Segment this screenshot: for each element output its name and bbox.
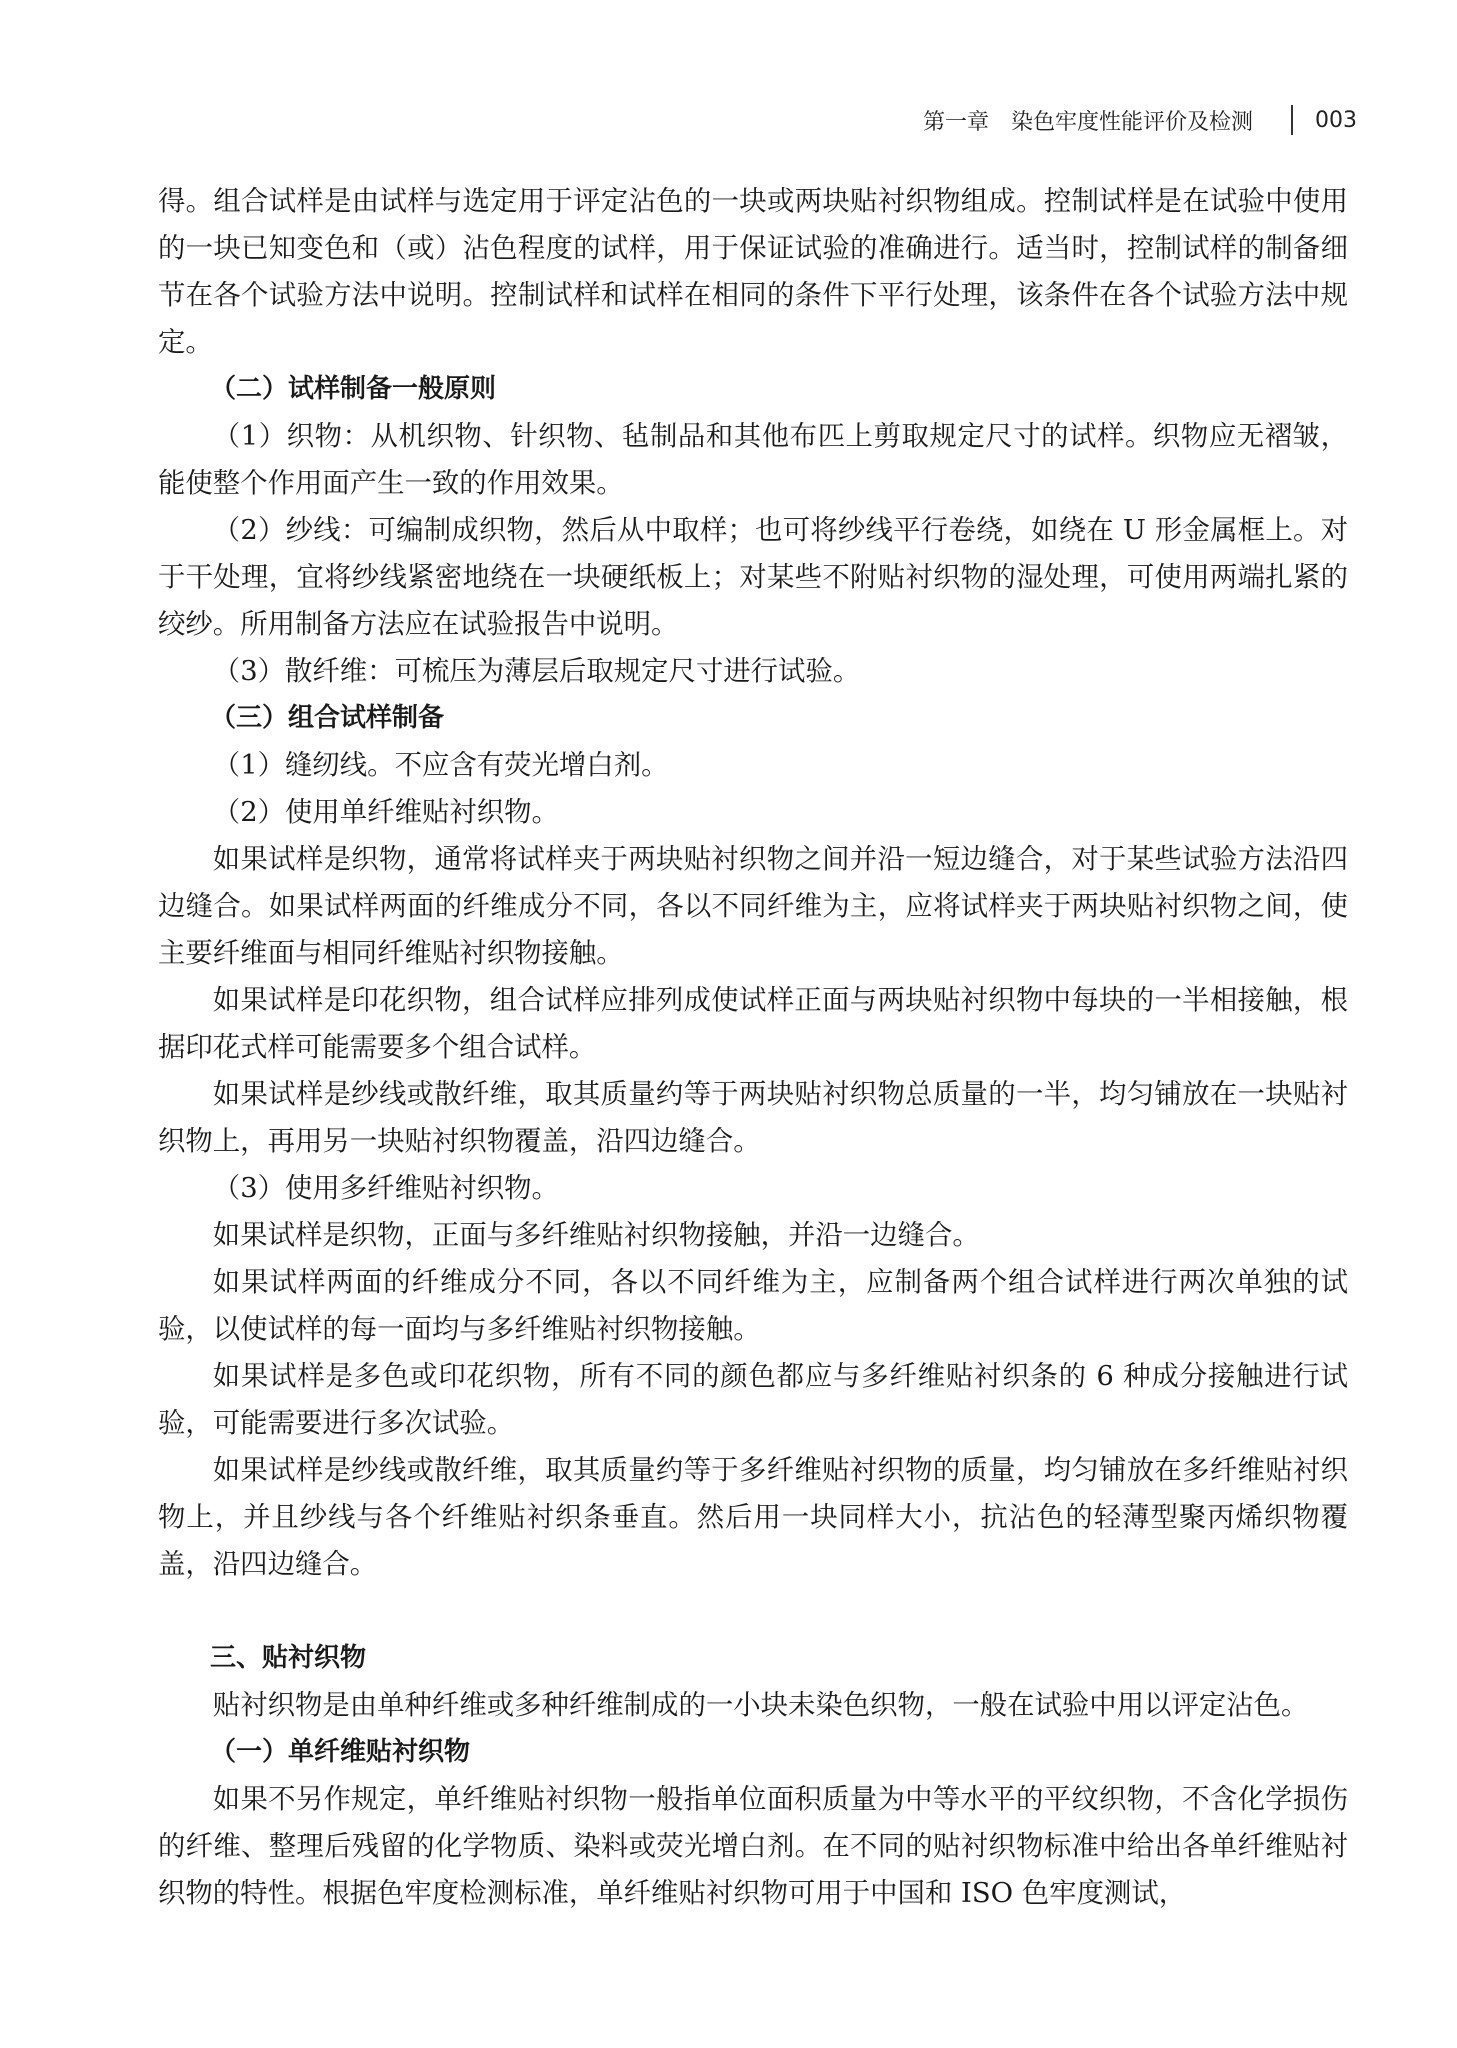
subsection-heading: （一）单纤维贴衬织物 (210, 1737, 471, 1767)
paragraph: （3）散纤维：可梳压为薄层后取规定尺寸进行试验。 (212, 656, 861, 687)
running-header (0, 100, 1357, 140)
paragraph: （1）织物：从机织物、针织物、毡制品和其他布匹上剪取规定尺寸的试样。织物应无褶皱，能使整个作用面产生一致的作用效果。 (158, 421, 1348, 499)
paragraph: 如果不另作规定，单纤维贴衬织物一般指单位面积质量为中等水平的平纹织物，不含化学损伤的纤维、整理后残留的化学物质、染料或荧光增白剂。在不同的贴衬织物标准中给出各单纤维贴衬织物的特性。根据色牢度检测标准，单纤维贴衬织物可用于中国和 ISO 色牢度测试， (158, 1784, 1348, 1909)
subsection-heading: （二）试样制备一般原则 (210, 374, 497, 404)
paragraph: 得。组合试样是由试样与选定用于评定沾色的一块或两块贴衬织物组成。控制试样是在试验中使用的一块已知变色和（或）沾色程度的试样，用于保证试验的准确进行。适当时，控制试样的制备细节在各个试验方法中说明。控制试样和试样在相同的条件下平行处理，该条件在各个试验方法中规定。 (158, 186, 1348, 358)
paragraph: （2）纱线：可编制成织物，然后从中取样；也可将纱线平行卷绕，如绕在 U 形金属框上。对于干处理，宜将纱线紧密地绕在一块硬纸板上；对某些不附贴衬织物的湿处理，可使用两端扎紧的绞纱。所用制备方法应在试验报告中说明。 (158, 515, 1348, 640)
chapter-title: 第一章 染色牢度性能评价及检测 (922, 109, 1253, 135)
paragraph: （1）缝纫线。不应含有荧光增白剂。 (212, 750, 669, 781)
paragraph: 如果试样是多色或印花织物，所有不同的颜色都应与多纤维贴衬织条的 6 种成分接触进行试验，可能需要进行多次试验。 (158, 1361, 1348, 1439)
paragraph: （2）使用单纤维贴衬织物。 (212, 797, 559, 828)
header-divider (1291, 105, 1293, 135)
paragraph: 如果试样是纱线或散纤维，取其质量约等于两块贴衬织物总质量的一半，均匀铺放在一块贴衬织物上，再用另一块贴衬织物覆盖，沿四边缝合。 (158, 1079, 1348, 1157)
paragraph: 如果试样是纱线或散纤维，取其质量约等于多纤维贴衬织物的质量，均匀铺放在多纤维贴衬织物上，并且纱线与各个纤维贴衬织条垂直。然后用一块同样大小，抗沾色的轻薄型聚丙烯织物覆盖，沿四边缝合。 (158, 1455, 1348, 1580)
subsection-heading: （三）组合试样制备 (210, 703, 445, 733)
section-heading: 三、贴衬织物 (210, 1643, 367, 1673)
paragraph: 如果试样是织物，正面与多纤维贴衬织物接触，并沿一边缝合。 (212, 1220, 980, 1251)
paragraph: 如果试样是织物，通常将试样夹于两块贴衬织物之间并沿一短边缝合，对于某些试验方法沿四边缝合。如果试样两面的纤维成分不同，各以不同纤维为主，应将试样夹于两块贴衬织物之间，使主要纤维面与相同纤维贴衬织物接触。 (158, 844, 1348, 969)
paragraph: （3）使用多纤维贴衬织物。 (212, 1173, 559, 1204)
paragraph: 如果试样是印花织物，组合试样应排列成使试样正面与两块贴衬织物中每块的一半相接触，根据印花式样可能需要多个组合试样。 (158, 985, 1348, 1063)
page-number: 003 (1315, 107, 1357, 133)
paragraph: 如果试样两面的纤维成分不同，各以不同纤维为主，应制备两个组合试样进行两次单独的试验，以使试样的每一面均与多纤维贴衬织物接触。 (158, 1267, 1348, 1345)
body-text (158, 178, 1348, 1917)
paragraph: 贴衬织物是由单种纤维或多种纤维制成的一小块未染色织物，一般在试验中用以评定沾色。 (212, 1690, 1309, 1721)
